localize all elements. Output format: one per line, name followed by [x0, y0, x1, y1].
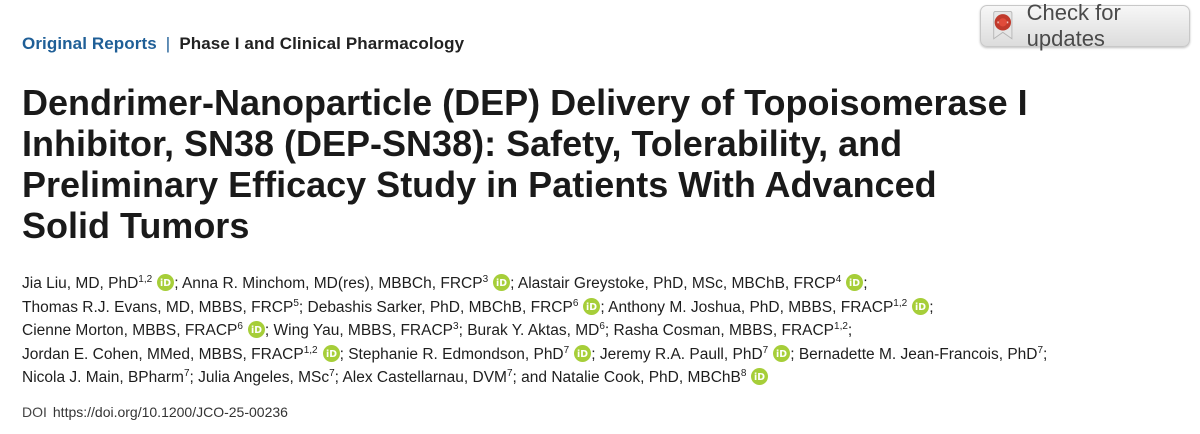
- author-separator: ;: [298, 298, 304, 316]
- author-affiliation: 5: [293, 297, 299, 309]
- doi-label: DOI: [22, 404, 47, 420]
- orcid-icon[interactable]: [323, 345, 340, 362]
- author-separator: ;: [334, 369, 339, 386]
- author-affiliation: 4: [835, 274, 842, 285]
- author-affiliation: 1,2: [303, 344, 318, 356]
- author-separator: ;: [591, 345, 596, 363]
- author-affiliation: 7: [329, 368, 335, 379]
- author-affiliation: 8: [740, 368, 747, 379]
- author-affiliation: 6: [599, 321, 605, 332]
- doi-link[interactable]: https://doi.org/10.1200/JCO-25-00236: [52, 404, 288, 420]
- author-separator: ;: [863, 275, 868, 292]
- doi: [22, 404, 288, 420]
- author-affiliation: 3: [482, 274, 489, 285]
- breadcrumb: [22, 34, 464, 54]
- author-affiliation: 6: [237, 321, 243, 332]
- author-name[interactable]: Nicola J. Main, BPharm: [22, 369, 184, 386]
- check-for-updates-button[interactable]: [980, 0, 1190, 51]
- svg-text:iD: iD: [915, 301, 927, 313]
- author-name[interactable]: Anthony M. Joshua, PhD, MBBS, FRACP: [608, 298, 894, 316]
- title-line: Solid Tumors: [22, 205, 250, 246]
- author-name[interactable]: Jia Liu, MD, PhD: [22, 275, 139, 292]
- author-name[interactable]: and Natalie Cook, PhD, MBChB: [521, 369, 741, 386]
- svg-text:iD: iD: [325, 348, 337, 360]
- author-name[interactable]: Burak Y. Aktas, MD: [467, 322, 600, 339]
- author-separator: ;: [847, 322, 853, 339]
- author-separator: ;: [189, 369, 194, 386]
- author-separator: ;: [929, 298, 934, 316]
- orcid-icon[interactable]: [912, 298, 929, 315]
- svg-text:iD: iD: [250, 324, 262, 336]
- author-separator: ;: [1043, 345, 1048, 363]
- author-list: [22, 272, 1047, 390]
- author-separator: ;: [264, 322, 270, 339]
- check-for-updates-label: Check for updates: [1026, 0, 1121, 51]
- author-line: [22, 319, 1047, 343]
- author-affiliation: 7: [506, 368, 513, 379]
- orcid-icon[interactable]: [773, 345, 790, 362]
- author-name[interactable]: Wing Yau, MBBS, FRACP: [273, 322, 454, 339]
- breadcrumb-section[interactable]: Original Reports: [22, 34, 157, 53]
- author-name[interactable]: Debashis Sarker, PhD, MBChB, FRCP: [307, 298, 573, 316]
- crossmark-icon: [991, 9, 1015, 43]
- author-affiliation: 7: [183, 368, 190, 379]
- author-name[interactable]: Anna R. Minchom, MD(res), MBBCh, FRCP: [181, 275, 483, 292]
- author-line: [22, 272, 1047, 296]
- author-affiliation: 7: [762, 344, 769, 356]
- author-affiliation: 3: [453, 321, 459, 332]
- author-separator: ;: [604, 322, 610, 339]
- title-line: Inhibitor, SN38 (DEP-SN38): Safety, Tolerability, and: [22, 123, 903, 164]
- orcid-icon[interactable]: [248, 321, 265, 338]
- author-separator: ;: [600, 298, 605, 316]
- svg-text:iD: iD: [496, 277, 508, 289]
- author-affiliation: 1,2: [834, 321, 848, 332]
- author-affiliation: 1,2: [138, 274, 153, 285]
- author-affiliation: 6: [572, 297, 579, 309]
- author-separator: ;: [510, 275, 515, 292]
- author-name[interactable]: Stephanie R. Edmondson, PhD: [348, 345, 564, 363]
- author-name[interactable]: Rasha Cosman, MBBS, FRACP: [613, 322, 835, 339]
- article-title: [22, 82, 1082, 246]
- author-name[interactable]: Bernadette M. Jean-Francois, PhD: [798, 345, 1038, 363]
- svg-text:iD: iD: [160, 277, 172, 289]
- breadcrumb-category[interactable]: Phase I and Clinical Pharmacology: [179, 34, 465, 53]
- author-name[interactable]: Jordan E. Cohen, MMed, MBBS, FRACP: [22, 345, 304, 363]
- svg-text:iD: iD: [586, 301, 598, 313]
- breadcrumb-separator: |: [165, 34, 171, 53]
- orcid-icon[interactable]: [157, 274, 174, 291]
- orcid-icon[interactable]: [751, 368, 768, 385]
- author-name[interactable]: Thomas R.J. Evans, MD, MBBS, FRCP: [22, 298, 294, 316]
- author-name[interactable]: Jeremy R.A. Paull, PhD: [599, 345, 763, 363]
- author-name[interactable]: Julia Angeles, MSc: [198, 369, 330, 386]
- svg-text:iD: iD: [849, 277, 861, 289]
- author-separator: ;: [339, 345, 344, 363]
- orcid-icon[interactable]: [583, 298, 600, 315]
- author-separator: ;: [458, 322, 463, 339]
- author-affiliation: 1,2: [893, 297, 908, 309]
- svg-text:iD: iD: [577, 348, 589, 360]
- svg-text:iD: iD: [754, 371, 766, 383]
- author-affiliation: 7: [1037, 344, 1044, 356]
- author-name[interactable]: Alastair Greystoke, PhD, MSc, MBChB, FRCP: [517, 275, 836, 292]
- svg-text:iD: iD: [776, 348, 788, 360]
- title-line: Preliminary Efficacy Study in Patients With Advanced: [22, 164, 937, 205]
- author-line: [22, 296, 1047, 320]
- orcid-icon[interactable]: [574, 345, 591, 362]
- title-line: Dendrimer-Nanoparticle (DEP) Delivery of Topoisomerase I: [22, 82, 1028, 123]
- author-line: [22, 366, 1047, 390]
- author-separator: ;: [790, 345, 795, 363]
- author-separator: ;: [174, 275, 179, 292]
- orcid-icon[interactable]: [846, 274, 863, 291]
- author-name[interactable]: Cienne Morton, MBBS, FRACP: [22, 322, 238, 339]
- author-name[interactable]: Alex Castellarnau, DVM: [342, 369, 507, 386]
- author-separator: ;: [512, 369, 517, 386]
- author-affiliation: 7: [563, 344, 570, 356]
- orcid-icon[interactable]: [493, 274, 510, 291]
- author-line: [22, 343, 1047, 367]
